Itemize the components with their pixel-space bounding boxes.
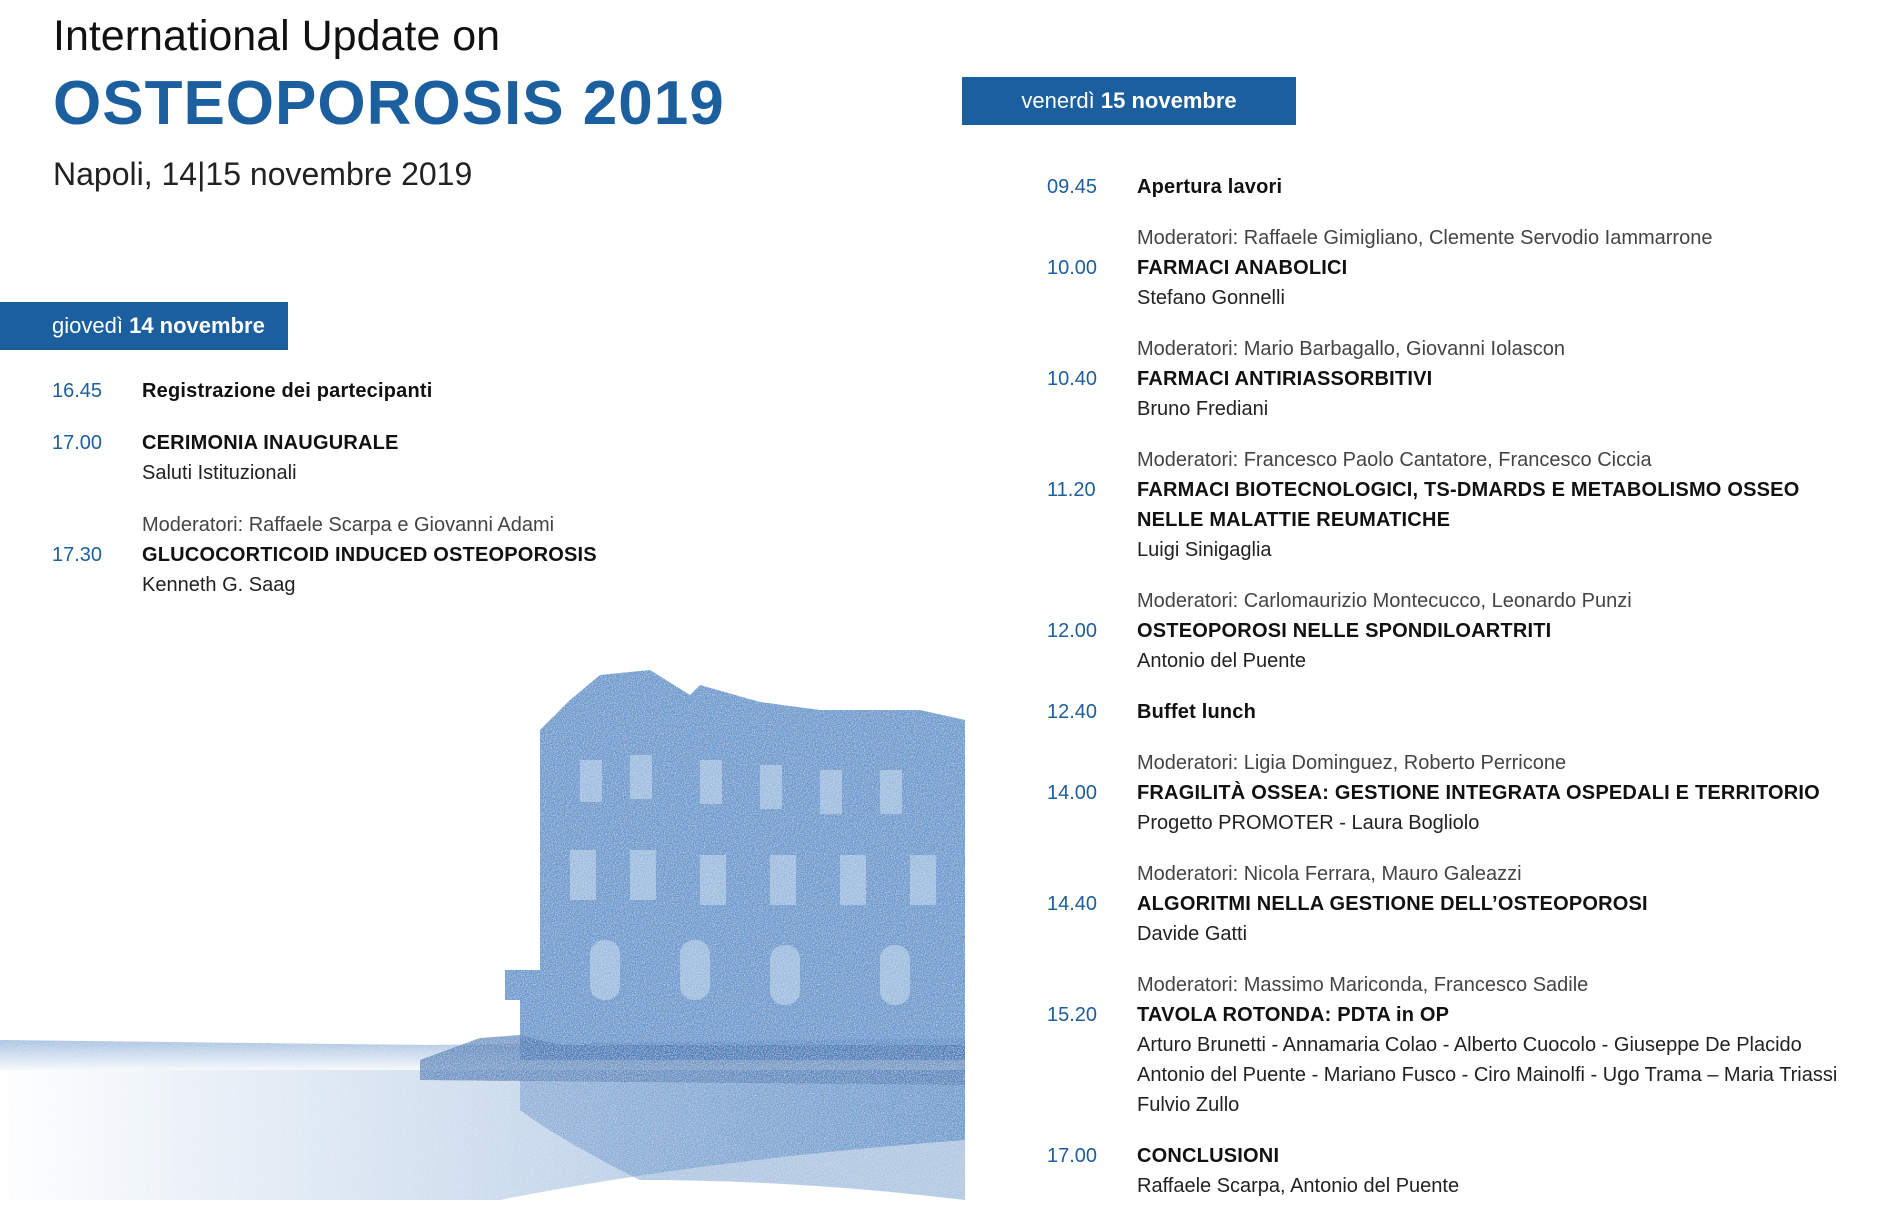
item-title: GLUCOCORTICOID INDUCED OSTEOPOROSIS	[142, 544, 597, 566]
item-moderators: Moderatori: Ligia Dominguez, Roberto Perricone	[1137, 752, 1567, 774]
item-time: 11.20	[1047, 479, 1096, 501]
item-speakers: Stefano Gonnelli	[1137, 287, 1285, 309]
item-speakers: Davide Gatti	[1137, 923, 1248, 945]
event-main-title: OSTEOPOROSIS 2019	[53, 69, 725, 138]
item-title: FARMACI BIOTECNOLOGICI, TS-DMARDS E METABOLISMO OSSEO	[1137, 479, 1800, 501]
item-moderators: Moderatori: Nicola Ferrara, Mauro Galeazzi	[1137, 863, 1522, 885]
item-title: OSTEOPOROSI NELLE SPONDILOARTRITI	[1137, 620, 1552, 642]
item-speakers: Progetto PROMOTER - Laura Bogliolo	[1137, 812, 1480, 834]
schedule-friday	[1047, 172, 1877, 1222]
item-title: FARMACI ANTIRIASSORBITIVI	[1137, 368, 1433, 390]
event-location-date: Napoli, 14|15 novembre 2019	[53, 156, 473, 192]
item-speakers: Fulvio Zullo	[1137, 1094, 1240, 1116]
item-moderators: Moderatori: Raffaele Gimigliano, Clemente Servodio Iammarrone	[1137, 227, 1713, 249]
item-moderators: Moderatori: Raffaele Scarpa e Giovanni Adami	[142, 514, 555, 536]
item-title: Apertura lavori	[1137, 176, 1283, 198]
item-moderators: Moderatori: Carlomaurizio Montecucco, Leonardo Punzi	[1137, 590, 1632, 612]
item-title: FRAGILITÀ OSSEA: GESTIONE INTEGRATA OSPEDALI E TERRITORIO	[1137, 782, 1820, 804]
schedule-item	[1047, 970, 1877, 1120]
schedule-item	[1047, 445, 1877, 565]
item-speakers: Arturo Brunetti - Annamaria Colao - Alberto Cuocolo - Giuseppe De Placido	[1137, 1034, 1802, 1056]
day-prefix: giovedì	[52, 313, 123, 338]
schedule-item	[1047, 748, 1877, 838]
schedule-item	[1047, 223, 1877, 313]
schedule-item	[1047, 697, 1877, 727]
item-moderators: Moderatori: Francesco Paolo Cantatore, Francesco Ciccia	[1137, 449, 1652, 471]
schedule-item	[52, 376, 952, 406]
schedule-item	[1047, 334, 1877, 424]
item-speakers: Raffaele Scarpa, Antonio del Puente	[1137, 1175, 1460, 1197]
event-title-line: International Update on	[53, 12, 501, 60]
item-moderators: Moderatori: Massimo Mariconda, Francesco Sadile	[1137, 974, 1589, 996]
schedule-thursday	[52, 376, 952, 622]
item-time: 09.45	[1047, 176, 1098, 198]
villa-illustration	[0, 640, 965, 1220]
item-title: TAVOLA ROTONDA: PDTA in OP	[1137, 1004, 1450, 1026]
item-title-line2: NELLE MALATTIE REUMATICHE	[1137, 509, 1451, 531]
item-time: 17.30	[52, 544, 103, 566]
day-prefix: venerdì	[1021, 88, 1095, 113]
item-time: 15.20	[1047, 1004, 1098, 1026]
item-title: FARMACI ANABOLICI	[1137, 257, 1348, 279]
item-speakers: Kenneth G. Saag	[142, 574, 296, 596]
item-moderators: Moderatori: Mario Barbagallo, Giovanni Iolascon	[1137, 338, 1565, 360]
day-date: 15 novembre	[1100, 88, 1237, 113]
item-speakers: Bruno Frediani	[1137, 398, 1269, 420]
item-time: 16.45	[52, 380, 103, 402]
item-time: 10.40	[1047, 368, 1098, 390]
item-time: 12.40	[1047, 701, 1098, 723]
item-speakers: Antonio del Puente	[1137, 650, 1307, 672]
day-band-friday	[962, 77, 1296, 125]
item-time: 17.00	[1047, 1145, 1098, 1167]
day-date: 14 novembre	[129, 313, 265, 338]
item-time: 14.40	[1047, 893, 1098, 915]
item-speakers: Antonio del Puente - Mariano Fusco - Ciro Mainolfi - Ugo Trama – Maria Triassi	[1137, 1064, 1838, 1086]
schedule-item	[1047, 586, 1877, 676]
item-title: CERIMONIA INAUGURALE	[142, 432, 399, 454]
item-time: 12.00	[1047, 620, 1098, 642]
item-title: ALGORITMI NELLA GESTIONE DELL’OSTEOPOROSI	[1137, 893, 1648, 915]
item-title: CONCLUSIONI	[1137, 1145, 1280, 1167]
item-speakers: Luigi Sinigaglia	[1137, 539, 1272, 561]
schedule-item	[1047, 1141, 1877, 1201]
item-title: Registrazione dei partecipanti	[142, 380, 433, 402]
item-time: 17.00	[52, 432, 103, 454]
item-time: 10.00	[1047, 257, 1098, 279]
day-band-thursday	[0, 302, 288, 350]
schedule-item	[52, 428, 952, 488]
item-title: Buffet lunch	[1137, 701, 1257, 723]
schedule-item	[1047, 172, 1877, 202]
schedule-item	[52, 510, 952, 600]
schedule-item	[1047, 859, 1877, 949]
item-speakers: Saluti Istituzionali	[142, 462, 297, 484]
item-time: 14.00	[1047, 782, 1098, 804]
